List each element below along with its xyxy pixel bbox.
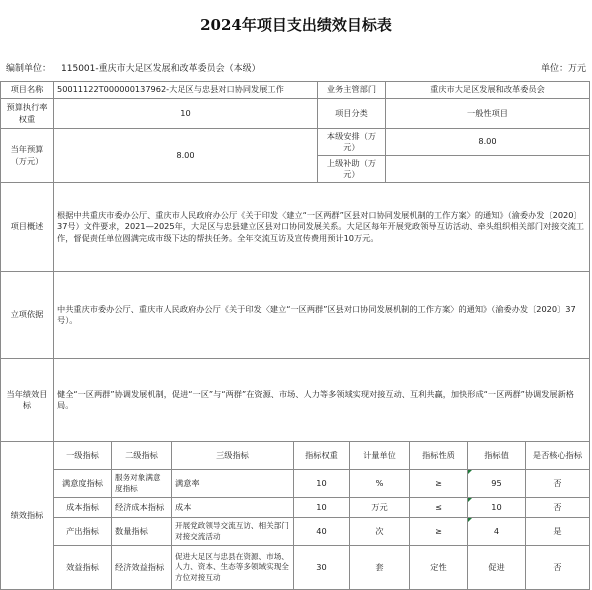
table-row-1-level2: 服务对象满意度指标 (112, 470, 172, 498)
header-weight: 指标权重 (294, 442, 350, 470)
table-row-2-level1: 成本指标 (54, 498, 112, 518)
table-row-4-level2: 经济效益指标 (112, 546, 172, 590)
table-row-1-level3: 满意率 (172, 470, 294, 498)
exec-weight-label: 预算执行率权重 (0, 99, 54, 129)
header-value: 指标值 (468, 442, 526, 470)
table-row-4-weight: 30 (294, 546, 350, 590)
category-value: 一般性项目 (386, 99, 590, 129)
target-table (0, 52, 590, 590)
header-unit: 计量单位 (350, 442, 410, 470)
table-row-2-level2: 经济成本指标 (112, 498, 172, 518)
exec-weight-value: 10 (54, 99, 318, 129)
cell-marker-icon (468, 518, 472, 522)
table-row-3-weight: 40 (294, 518, 350, 546)
compiling-unit-label: 编制单位： (6, 64, 52, 74)
compiling-unit-value: 115001-重庆市大足区发展和改革委员会（本级） (61, 64, 261, 74)
overview-text: 根据中共重庆市委办公厅、重庆市人民政府办公厅《关于印发〈建立“一区两群”区县对口协同发展机制的工作方案〉的通知》（渝委办发〔2020〕37号）文件要求，2021—2025年，大足区与忠县建立区县对口协同发展关系。大足区每年开展党政领导互访活动、牵头组织相关部门对接交流工作，督促责任单位圆满完成市级下达的帮扶任务。全年交流互访及宣传费用预计10万元。 (54, 183, 590, 272)
local-arrangement-value: 8.00 (386, 129, 590, 156)
table-row-1-value: 95 (468, 470, 526, 498)
header-level1: 一级指标 (54, 442, 112, 470)
dept-label: 业务主管部门 (318, 81, 386, 99)
local-arrangement-label: 本级安排（万元） (318, 129, 386, 156)
dept-value: 重庆市大足区发展和改革委员会 (386, 81, 590, 99)
budget-label: 当年预算（万元） (0, 129, 54, 183)
money-unit: 单位：万元 (540, 64, 586, 74)
table-row-4-level1: 效益指标 (54, 546, 112, 590)
table-row-1-nature: ≥ (410, 470, 468, 498)
table-row-4-value: 促进 (468, 546, 526, 590)
table-row-4-level3: 促进大足区与忠县在资源、市场、人力、资本、生态等多领域实现全方位对接互动 (172, 546, 294, 590)
header-nature: 指标性质 (410, 442, 468, 470)
table-row-4-unit: 套 (350, 546, 410, 590)
subsidy-value (386, 156, 590, 183)
budget-value: 8.00 (54, 129, 318, 183)
table-row-2-core: 否 (526, 498, 590, 518)
table-row-2-level3: 成本 (172, 498, 294, 518)
table-row-1-unit: % (350, 470, 410, 498)
table-row-3-value: 4 (468, 518, 526, 546)
project-name-label: 项目名称 (0, 81, 54, 99)
table-row-1-core: 否 (526, 470, 590, 498)
table-row-3-unit: 次 (350, 518, 410, 546)
table-row-1-weight: 10 (294, 470, 350, 498)
overview-label: 项目概述 (0, 183, 54, 272)
cell-marker-icon (468, 470, 472, 474)
table-row-4-core: 否 (526, 546, 590, 590)
header-level2: 二级指标 (112, 442, 172, 470)
table-row-3-core: 是 (526, 518, 590, 546)
table-row-3-level1: 产出指标 (54, 518, 112, 546)
cell-marker-icon (468, 498, 472, 502)
basis-text: 中共重庆市委办公厅、重庆市人民政府办公厅《关于印发〈建立“一区两群”区县对口协同发展机制的工作方案〉的通知》（渝委办发〔2020〕37号）。 (54, 272, 590, 359)
table-row-3-level3: 开展党政领导交流互访、相关部门对接交流活动 (172, 518, 294, 546)
header-core: 是否核心指标 (526, 442, 590, 470)
page-title: 2024年项目支出绩效目标表 (200, 16, 392, 34)
table-row-3-nature: ≥ (410, 518, 468, 546)
table-row-2-weight: 10 (294, 498, 350, 518)
header-level3: 三级指标 (172, 442, 294, 470)
project-name-value: 50011122T000000137962-大足区与忠县对口协同发展工作 (54, 81, 318, 99)
indicator-label: 绩效指标 (0, 442, 54, 590)
table-row-2-value: 10 (468, 498, 526, 518)
goal-label: 当年绩效目标 (0, 359, 54, 442)
table-row-2-unit: 万元 (350, 498, 410, 518)
goal-text: 健全“一区两群”协调发展机制，促进“一区”与“两群”在资源、市场、人力等多领域实现对接互动、互利共赢，加快形成“一区两群”协调发展新格局。 (54, 359, 590, 442)
table-row-3-level2: 数量指标 (112, 518, 172, 546)
table-row-4-nature: 定性 (410, 546, 468, 590)
subsidy-label: 上级补助（万元） (318, 156, 386, 183)
category-label: 项目分类 (318, 99, 386, 129)
basis-label: 立项依据 (0, 272, 54, 359)
table-row-2-nature: ≤ (410, 498, 468, 518)
table-row-1-level1: 满意度指标 (54, 470, 112, 498)
